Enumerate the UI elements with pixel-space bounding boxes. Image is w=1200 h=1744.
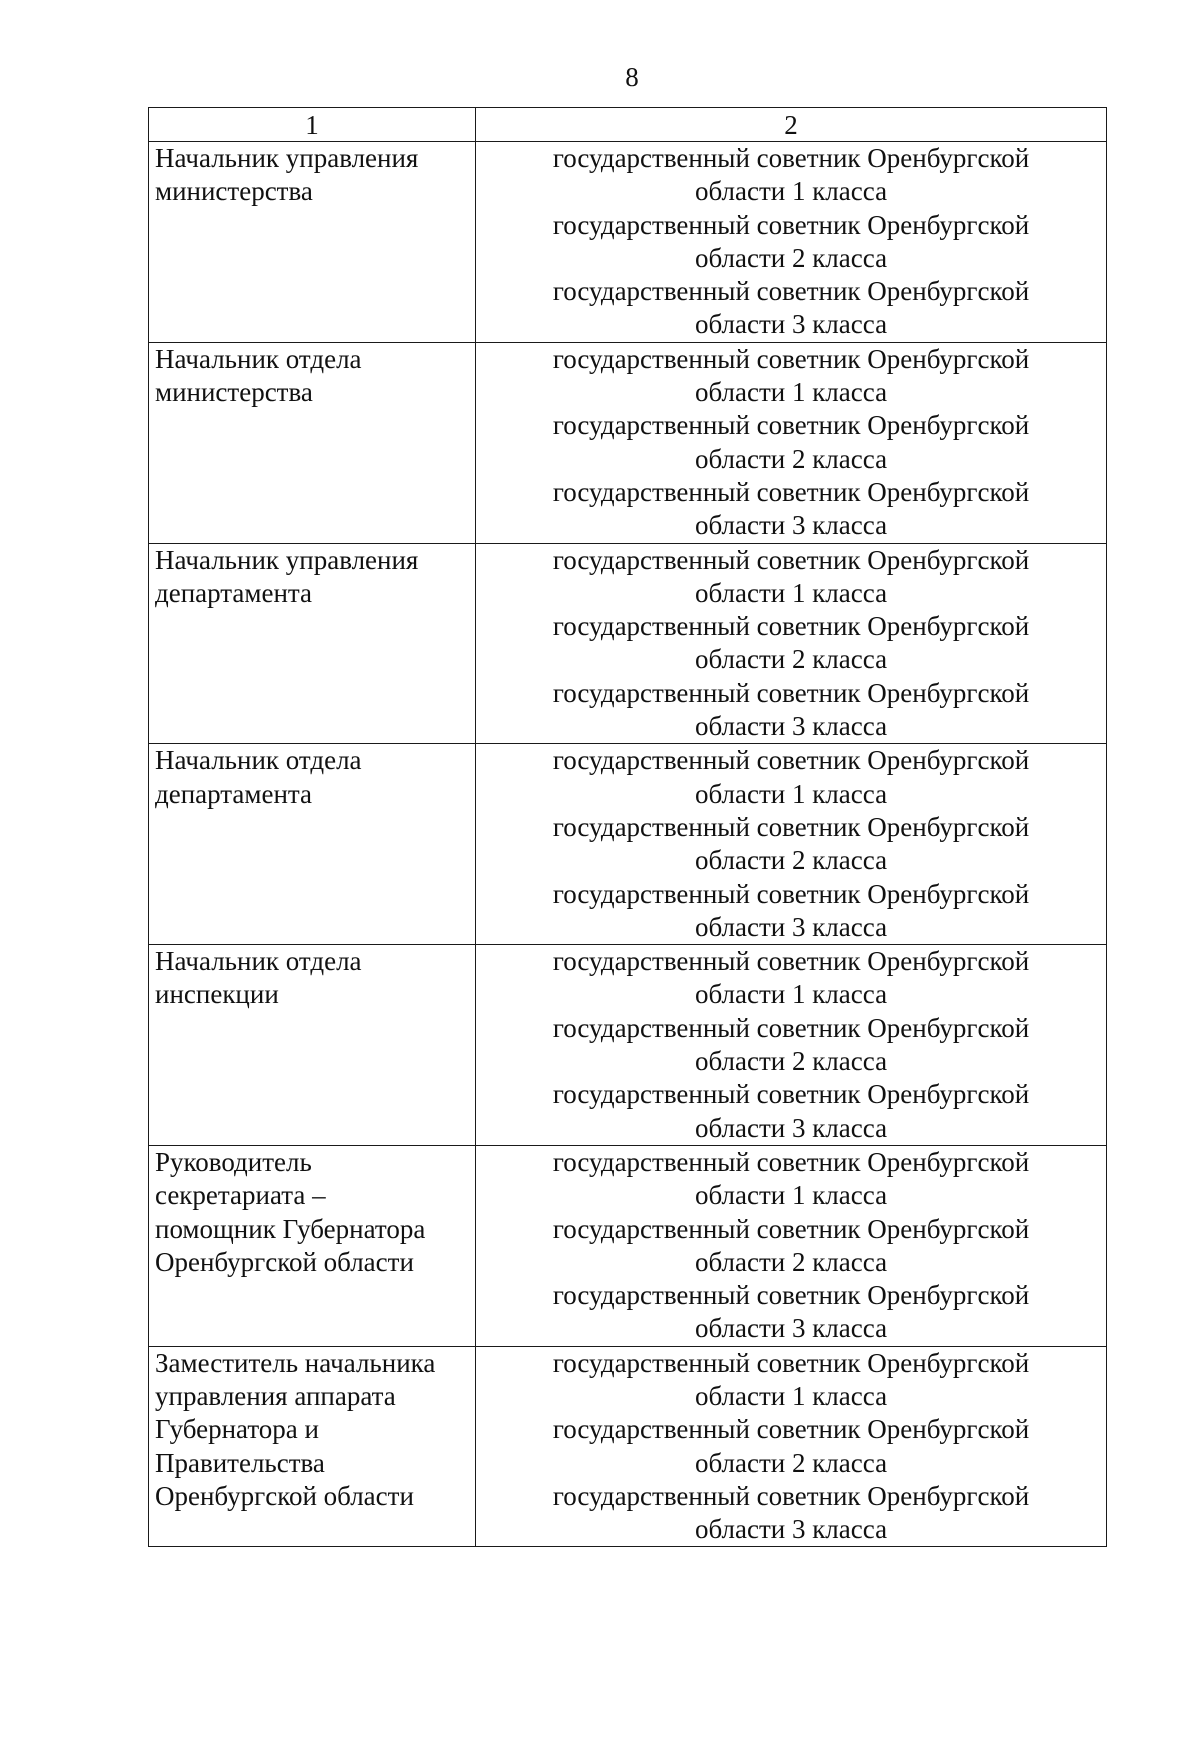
position-line: министерства: [155, 176, 313, 207]
rank-line: области 3 класса: [694, 711, 888, 742]
rank-line: государственный советник Оренбургской: [552, 946, 1030, 977]
position-line: Начальник отдела: [155, 343, 362, 374]
rank-line: государственный советник Оренбургской: [552, 209, 1030, 240]
table-header-row: [149, 108, 1107, 142]
position-line: Начальник отдела: [155, 745, 362, 776]
position-cell: [149, 342, 476, 543]
position-line: Руководитель: [155, 1146, 312, 1177]
rank-line: государственный советник Оренбургской: [552, 544, 1030, 575]
position-line: Оренбургской области: [155, 1246, 414, 1277]
rank-line: области 2 класса: [694, 1046, 888, 1077]
rank-line: области 2 класса: [694, 845, 888, 876]
position-line: Губернатора и: [155, 1414, 319, 1445]
rank-cell: [476, 744, 1107, 945]
position-line: помощник Губернатора: [155, 1213, 426, 1244]
table-row: [149, 1145, 1107, 1346]
rank-line: области 2 класса: [694, 1447, 888, 1478]
position-cell: [149, 543, 476, 744]
rank-line: области 1 класса: [694, 1180, 888, 1211]
position-line: Начальник управления: [155, 143, 419, 173]
rank-line: области 3 класса: [694, 911, 888, 942]
rank-line: области 1 класса: [694, 377, 888, 408]
rank-line: государственный советник Оренбургской: [552, 1146, 1030, 1177]
rank-line: государственный советник Оренбургской: [552, 677, 1030, 708]
rank-line: области 2 класса: [694, 443, 888, 474]
rank-line: области 1 класса: [694, 778, 888, 809]
positions-grades-table: [148, 107, 1107, 1547]
rank-line: области 1 класса: [694, 577, 888, 608]
rank-cell: [476, 142, 1107, 343]
position-line: Заместитель начальника: [155, 1347, 436, 1378]
position-cell: [149, 744, 476, 945]
rank-line: государственный советник Оренбургской: [552, 611, 1030, 642]
position-cell: [149, 1346, 476, 1547]
rank-line: государственный советник Оренбургской: [552, 410, 1030, 441]
position-line: секретариата –: [155, 1180, 326, 1211]
rank-line: области 2 класса: [694, 644, 888, 675]
table-row: [149, 142, 1107, 343]
rank-line: области 2 класса: [694, 1246, 888, 1277]
position-line: департамента: [155, 577, 313, 608]
rank-line: государственный советник Оренбургской: [552, 1079, 1030, 1110]
rank-line: области 3 класса: [694, 1313, 888, 1344]
rank-line: государственный советник Оренбургской: [552, 1012, 1030, 1043]
rank-line: государственный советник Оренбургской: [552, 276, 1030, 307]
rank-line: государственный советник Оренбургской: [552, 1414, 1030, 1445]
rank-line: области 3 класса: [694, 1514, 888, 1545]
rank-line: государственный советник Оренбургской: [552, 143, 1030, 173]
position-cell: [149, 945, 476, 1146]
rank-line: государственный советник Оренбургской: [552, 745, 1030, 776]
rank-line: области 3 класса: [694, 1112, 888, 1143]
table-row: [149, 1346, 1107, 1547]
rank-line: государственный советник Оренбургской: [552, 1280, 1030, 1311]
position-line: управления аппарата: [155, 1380, 396, 1411]
rank-line: государственный советник Оренбургской: [552, 1347, 1030, 1378]
page-number: 8: [625, 62, 639, 92]
rank-cell: [476, 543, 1107, 744]
table-row: [149, 342, 1107, 543]
rank-cell: [476, 945, 1107, 1146]
rank-line: государственный советник Оренбургской: [552, 1480, 1030, 1511]
position-line: Оренбургской области: [155, 1480, 414, 1511]
position-line: инспекции: [155, 979, 279, 1010]
rank-line: области 1 класса: [694, 979, 888, 1010]
position-line: Правительства: [155, 1447, 325, 1478]
rank-line: области 1 класса: [694, 176, 888, 207]
rank-line: области 3 класса: [694, 309, 888, 340]
position-cell: [149, 142, 476, 343]
rank-line: области 2 класса: [694, 242, 888, 273]
rank-line: государственный советник Оренбургской: [552, 343, 1030, 374]
column-header-2: 2: [476, 108, 1107, 142]
rank-cell: [476, 342, 1107, 543]
rank-line: государственный советник Оренбургской: [552, 811, 1030, 842]
rank-line: государственный советник Оренбургской: [552, 1213, 1030, 1244]
position-line: Начальник управления: [155, 544, 419, 575]
position-cell: [149, 1145, 476, 1346]
rank-line: государственный советник Оренбургской: [552, 476, 1030, 507]
position-line: Начальник отдела: [155, 946, 362, 977]
column-header-1: 1: [149, 108, 476, 142]
position-line: департамента: [155, 778, 313, 809]
rank-line: области 1 класса: [694, 1380, 888, 1411]
rank-cell: [476, 1346, 1107, 1547]
table-row: [149, 945, 1107, 1146]
rank-line: области 3 класса: [694, 510, 888, 541]
rank-cell: [476, 1145, 1107, 1346]
position-line: министерства: [155, 377, 313, 408]
table-row: [149, 543, 1107, 744]
table-row: [149, 744, 1107, 945]
rank-line: государственный советник Оренбургской: [552, 878, 1030, 909]
